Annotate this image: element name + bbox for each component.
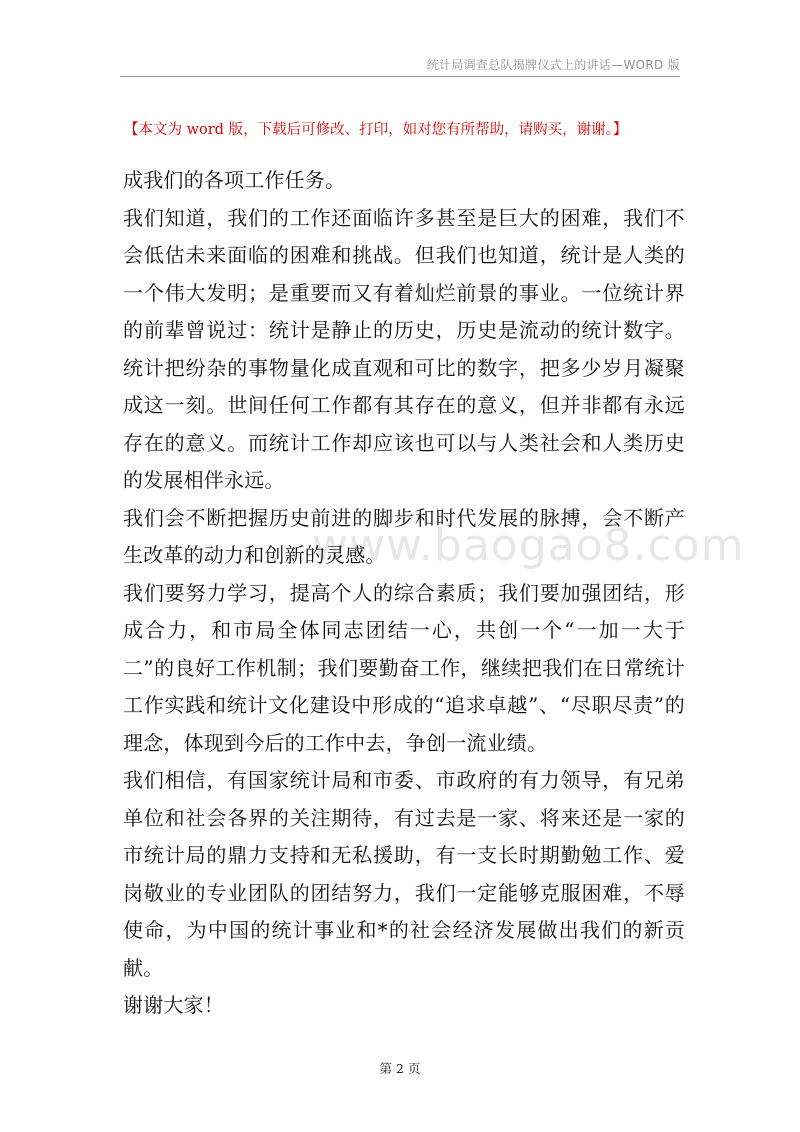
paragraph: 谢谢大家！ xyxy=(123,993,224,1017)
paragraph: 我们相信，有国家统计局和市委、市政府的有力领导，有兄弟单位和社会各界的关注期待，有过去是一家、将来还是一家的市统计局的鼎力支持和无私援助，有一支长时期勤勉工作、爱岗敬业的专业团队的团结努力，我们一定能够克服困难，不辱使命，为中国的统计事业和*的社会经济发展做出我们的新贡献。 xyxy=(123,768,685,980)
header-title: 统计局调查总队揭牌仪式上的讲话—WORD 版 xyxy=(426,58,680,72)
paragraph: 我们会不断把握历史前进的脚步和时代发展的脉搏，会不断产生改革的动力和创新的灵感。 xyxy=(123,505,685,567)
paragraph: 成我们的各项工作任务。 xyxy=(123,168,346,192)
document-body xyxy=(123,162,685,1025)
page-number: 第 2 页 xyxy=(379,1061,421,1076)
paragraph: 我们知道，我们的工作还面临许多甚至是巨大的困难，我们不会低估未来面临的困难和挑战。但我们也知道，统计是人类的一个伟大发明；是重要而又有着灿烂前景的事业。一位统计界的前辈曾说过：统计是静止的历史，历史是流动的统计数字。统计把纷杂的事物量化成直观和可比的数字，把多少岁月凝聚成这一刻。世间任何工作都有其存在的意义，但并非都有永远存在的意义。而统计工作却应该也可以与人类社会和人类历史的发展相伴永远。 xyxy=(123,205,685,492)
page-header xyxy=(120,56,680,77)
purchase-notice: 【本文为 word 版，下载后可修改、打印，如对您有所帮助，请购买，谢谢。】 xyxy=(124,122,628,138)
paragraph: 我们要努力学习，提高个人的综合素质；我们要加强团结，形成合力，和市局全体同志团结一心，共创一个“一加一大于二”的良好工作机制；我们要勤奋工作，继续把我们在日常统计工作实践和统计文化建设中形成的“追求卓越”、“尽职尽责”的理念，体现到今后的工作中去，争创一流业绩。 xyxy=(123,580,685,755)
watermark: www.baogao8.com xyxy=(312,520,745,571)
